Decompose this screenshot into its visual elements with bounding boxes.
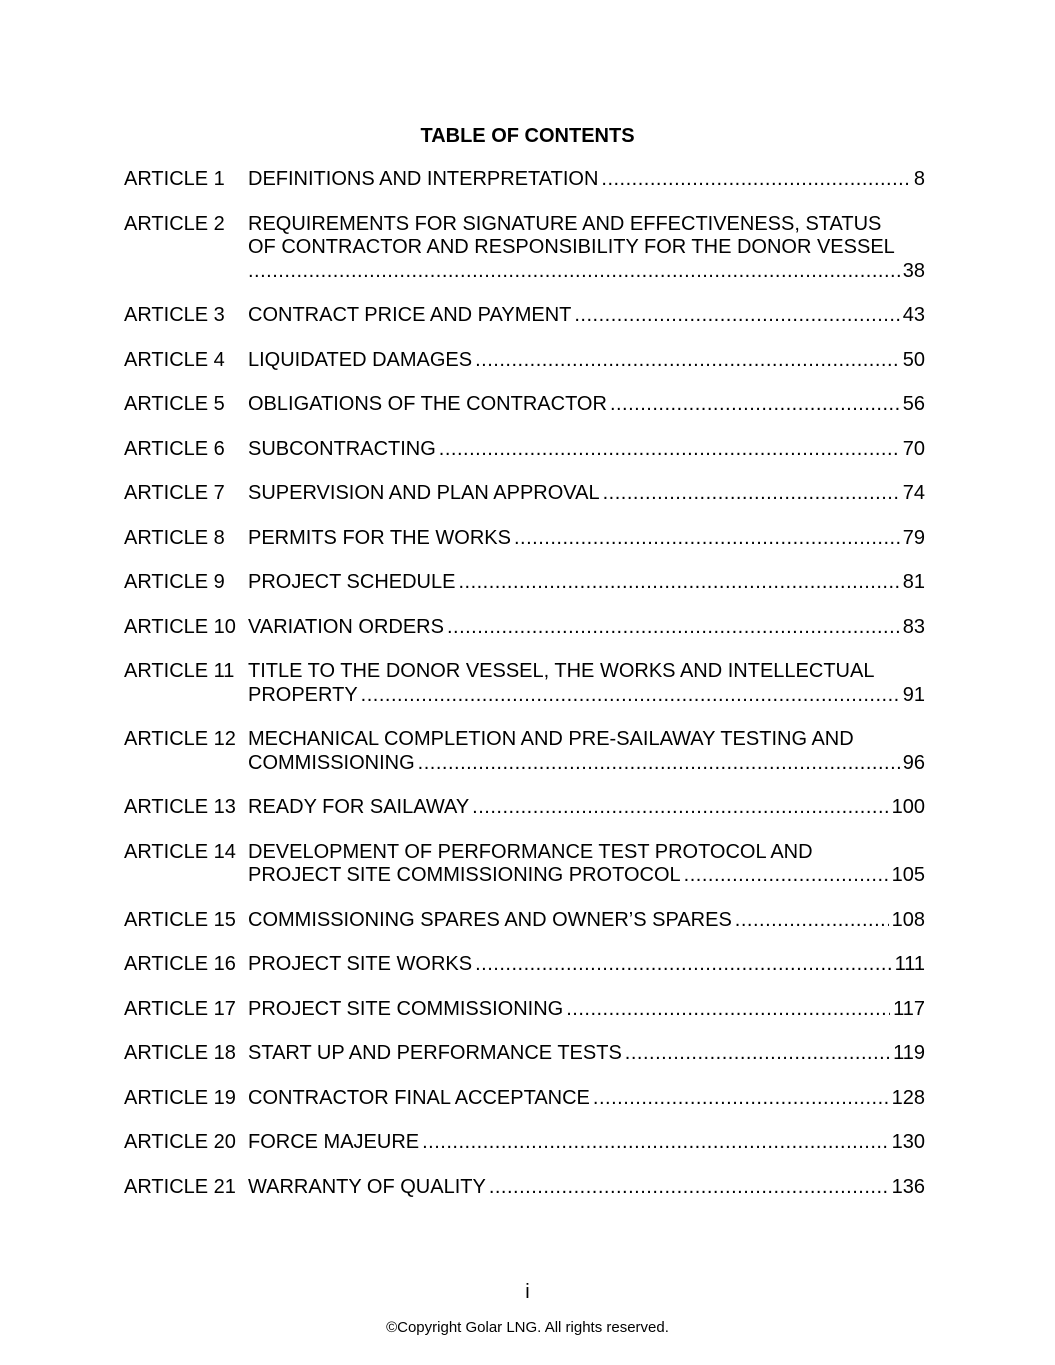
toc-article-number: ARTICLE 4 — [124, 348, 225, 371]
toc-leader-line — [248, 998, 925, 1022]
toc-entry[interactable] — [124, 168, 925, 192]
toc-page-number: 56 — [902, 393, 925, 415]
toc-leader-line — [248, 796, 925, 820]
toc-entry[interactable] — [124, 213, 925, 284]
toc-heading-text: SUPERVISION AND PLAN APPROVAL — [248, 482, 600, 504]
toc-entry[interactable] — [124, 909, 925, 933]
dot-leader — [593, 1087, 889, 1111]
toc-article-number: ARTICLE 12 — [124, 728, 236, 750]
dot-leader — [574, 304, 899, 328]
dot-leader — [625, 1042, 890, 1066]
toc-heading-text: LIQUIDATED DAMAGES — [248, 348, 473, 371]
toc-page-number: 38 — [902, 259, 925, 282]
toc-entry-heading — [248, 728, 925, 775]
toc-article-number: ARTICLE 2 — [124, 212, 225, 235]
toc-entry[interactable] — [124, 527, 925, 551]
toc-entry-heading — [248, 660, 925, 707]
toc-leader-line — [248, 1131, 925, 1155]
toc-heading-line: DEVELOPMENT OF PERFORMANCE TEST PROTOCOL AND — [248, 840, 813, 863]
copyright-notice: ©Copyright Golar LNG. All rights reserved. — [386, 1319, 669, 1336]
toc-page-number: 128 — [891, 1086, 925, 1109]
dot-leader — [439, 438, 900, 462]
toc-page-number: 117 — [893, 997, 925, 1020]
toc-page-number: 108 — [891, 908, 925, 931]
toc-heading-text: PROJECT SITE WORKS — [248, 953, 473, 975]
toc-heading-text: PROJECT SITE COMMISSIONING PROTOCOL — [248, 864, 681, 886]
toc-heading-line: REQUIREMENTS FOR SIGNATURE AND EFFECTIVENESS, STATUS — [248, 212, 882, 235]
toc-entry[interactable] — [124, 482, 925, 506]
toc-heading-text: VARIATION ORDERS — [248, 615, 444, 638]
toc-entry[interactable] — [124, 1042, 925, 1066]
toc-article-number: ARTICLE 10 — [124, 615, 236, 638]
toc-heading-text: DEFINITIONS AND INTERPRETATION — [248, 168, 599, 190]
toc-leader-line — [248, 864, 925, 888]
toc-leader-line — [248, 482, 925, 506]
toc-article-number: ARTICLE 6 — [124, 437, 225, 460]
toc-heading-text: PROJECT SITE COMMISSIONING — [248, 997, 564, 1020]
toc-page-number: 111 — [894, 953, 925, 975]
toc-leader-line — [248, 349, 925, 373]
toc-heading-text: PROJECT SCHEDULE — [248, 571, 456, 593]
toc-article-number: ARTICLE 9 — [124, 571, 225, 593]
dot-leader — [422, 1131, 889, 1155]
toc-page-number: 91 — [902, 683, 925, 706]
toc-entry-heading — [248, 482, 925, 506]
toc-leader-line — [248, 909, 925, 933]
toc-page-number: 43 — [902, 304, 925, 326]
dot-leader — [472, 796, 888, 820]
toc-article-number: ARTICLE 21 — [124, 1175, 236, 1198]
dot-leader — [447, 616, 900, 640]
toc-entry-heading — [248, 527, 925, 551]
dot-leader — [601, 168, 910, 192]
page-number: i — [525, 1281, 530, 1303]
toc-heading-text: WARRANTY OF QUALITY — [248, 1175, 486, 1198]
toc-entry-heading — [248, 1176, 925, 1200]
toc-entry[interactable] — [124, 953, 925, 977]
toc-article-number: ARTICLE 8 — [124, 526, 225, 549]
toc-entry-heading — [248, 438, 925, 462]
toc-title: TABLE OF CONTENTS — [420, 125, 635, 147]
toc-article-number: ARTICLE 15 — [124, 908, 236, 931]
toc-page-number: 81 — [902, 571, 925, 593]
toc-entry-heading — [248, 213, 925, 284]
dot-leader — [248, 260, 900, 284]
toc-entry[interactable] — [124, 571, 925, 595]
dot-leader — [735, 909, 889, 933]
toc-entry-heading — [248, 953, 925, 977]
toc-entry[interactable] — [124, 841, 925, 888]
toc-leader-line — [248, 953, 925, 977]
toc-heading-text: OBLIGATIONS OF THE CONTRACTOR — [248, 393, 607, 415]
toc-leader-line — [248, 616, 925, 640]
toc-leader-line — [248, 684, 925, 708]
toc-article-number: ARTICLE 13 — [124, 796, 236, 818]
dot-leader — [603, 482, 900, 506]
dot-leader — [514, 527, 900, 551]
toc-page-number: 50 — [902, 348, 925, 371]
toc-leader-line — [248, 571, 925, 595]
toc-page-number: 8 — [913, 168, 925, 190]
toc-page-number: 79 — [902, 526, 925, 549]
dot-leader — [475, 953, 891, 977]
dot-leader — [361, 684, 900, 708]
toc-entry[interactable] — [124, 728, 925, 775]
toc-entry-heading — [248, 571, 925, 595]
toc-article-number: ARTICLE 11 — [124, 660, 235, 682]
toc-article-number: ARTICLE 5 — [124, 393, 225, 415]
toc-heading-text: CONTRACTOR FINAL ACCEPTANCE — [248, 1086, 590, 1109]
toc-entry[interactable] — [124, 393, 925, 417]
toc-leader-line — [248, 438, 925, 462]
dot-leader — [684, 864, 889, 888]
toc-entry-heading — [248, 1131, 925, 1155]
toc-entry-heading — [248, 1087, 925, 1111]
toc-leader-line — [248, 393, 925, 417]
toc-leader-line — [248, 304, 925, 328]
toc-entry-heading — [248, 393, 925, 417]
toc-heading-text: COMMISSIONING — [248, 751, 415, 774]
toc-heading-text: PERMITS FOR THE WORKS — [248, 526, 511, 549]
toc-entry-heading — [248, 168, 925, 192]
toc-page-number: 74 — [902, 482, 925, 504]
toc-entry-heading — [248, 841, 925, 888]
dot-leader — [610, 393, 900, 417]
toc-heading-line: OF CONTRACTOR AND RESPONSIBILITY FOR THE DONOR VESSEL — [248, 236, 895, 258]
toc-heading-text: START UP AND PERFORMANCE TESTS — [248, 1042, 622, 1064]
toc-list — [124, 168, 925, 1220]
toc-heading-text: COMMISSIONING SPARES AND OWNER’S SPARES — [248, 908, 732, 931]
toc-leader-line — [248, 1087, 925, 1111]
toc-entry[interactable] — [124, 796, 925, 820]
toc-entry-heading — [248, 909, 925, 933]
toc-heading-text: READY FOR SAILAWAY — [248, 796, 470, 818]
toc-entry[interactable] — [124, 1176, 925, 1200]
toc-heading-line: TITLE TO THE DONOR VESSEL, THE WORKS AND INTELLECTUAL — [248, 660, 875, 682]
toc-page-number: 70 — [902, 437, 925, 460]
toc-page-number: 83 — [902, 615, 925, 638]
toc-entry-heading — [248, 1042, 925, 1066]
toc-article-number: ARTICLE 19 — [124, 1086, 236, 1109]
toc-leader-line — [248, 1176, 925, 1200]
dot-leader — [475, 349, 900, 373]
toc-page-number: 130 — [891, 1131, 925, 1153]
toc-article-number: ARTICLE 18 — [124, 1042, 236, 1064]
toc-entry[interactable] — [124, 349, 925, 373]
toc-leader-line — [248, 527, 925, 551]
toc-entry[interactable] — [124, 616, 925, 640]
toc-article-number: ARTICLE 20 — [124, 1131, 236, 1153]
dot-leader — [566, 998, 890, 1022]
toc-heading-text: SUBCONTRACTING — [248, 437, 436, 460]
toc-page-number: 105 — [891, 864, 925, 886]
toc-entry-heading — [248, 616, 925, 640]
toc-leader-line — [248, 1042, 925, 1066]
toc-entry[interactable] — [124, 1087, 925, 1111]
toc-heading-text: CONTRACT PRICE AND PAYMENT — [248, 304, 572, 326]
toc-page-number: 119 — [893, 1042, 925, 1064]
toc-leader-line — [248, 260, 925, 284]
toc-page-number: 100 — [891, 796, 925, 818]
toc-heading-text: PROPERTY — [248, 683, 358, 706]
toc-article-number: ARTICLE 1 — [124, 168, 225, 190]
toc-leader-line — [248, 168, 925, 192]
toc-entry[interactable] — [124, 998, 925, 1022]
toc-article-number: ARTICLE 3 — [124, 304, 225, 326]
dot-leader — [489, 1176, 889, 1200]
toc-entry-heading — [248, 796, 925, 820]
toc-heading-text: FORCE MAJEURE — [248, 1131, 420, 1153]
toc-article-number: ARTICLE 16 — [124, 953, 236, 975]
toc-page-number: 96 — [902, 751, 925, 774]
toc-entry-heading — [248, 304, 925, 328]
toc-article-number: ARTICLE 17 — [124, 997, 236, 1020]
toc-article-number: ARTICLE 14 — [124, 840, 236, 863]
toc-entry-heading — [248, 349, 925, 373]
toc-leader-line — [248, 752, 925, 776]
toc-page-number: 136 — [891, 1175, 925, 1198]
toc-heading-line: MECHANICAL COMPLETION AND PRE-SAILAWAY TESTING AND — [248, 728, 854, 750]
toc-entry[interactable] — [124, 438, 925, 462]
toc-entry[interactable] — [124, 1131, 925, 1155]
toc-entry-heading — [248, 998, 925, 1022]
toc-entry[interactable] — [124, 304, 925, 328]
toc-entry[interactable] — [124, 660, 925, 707]
dot-leader — [458, 571, 899, 595]
toc-article-number: ARTICLE 7 — [124, 482, 225, 504]
dot-leader — [418, 752, 900, 776]
